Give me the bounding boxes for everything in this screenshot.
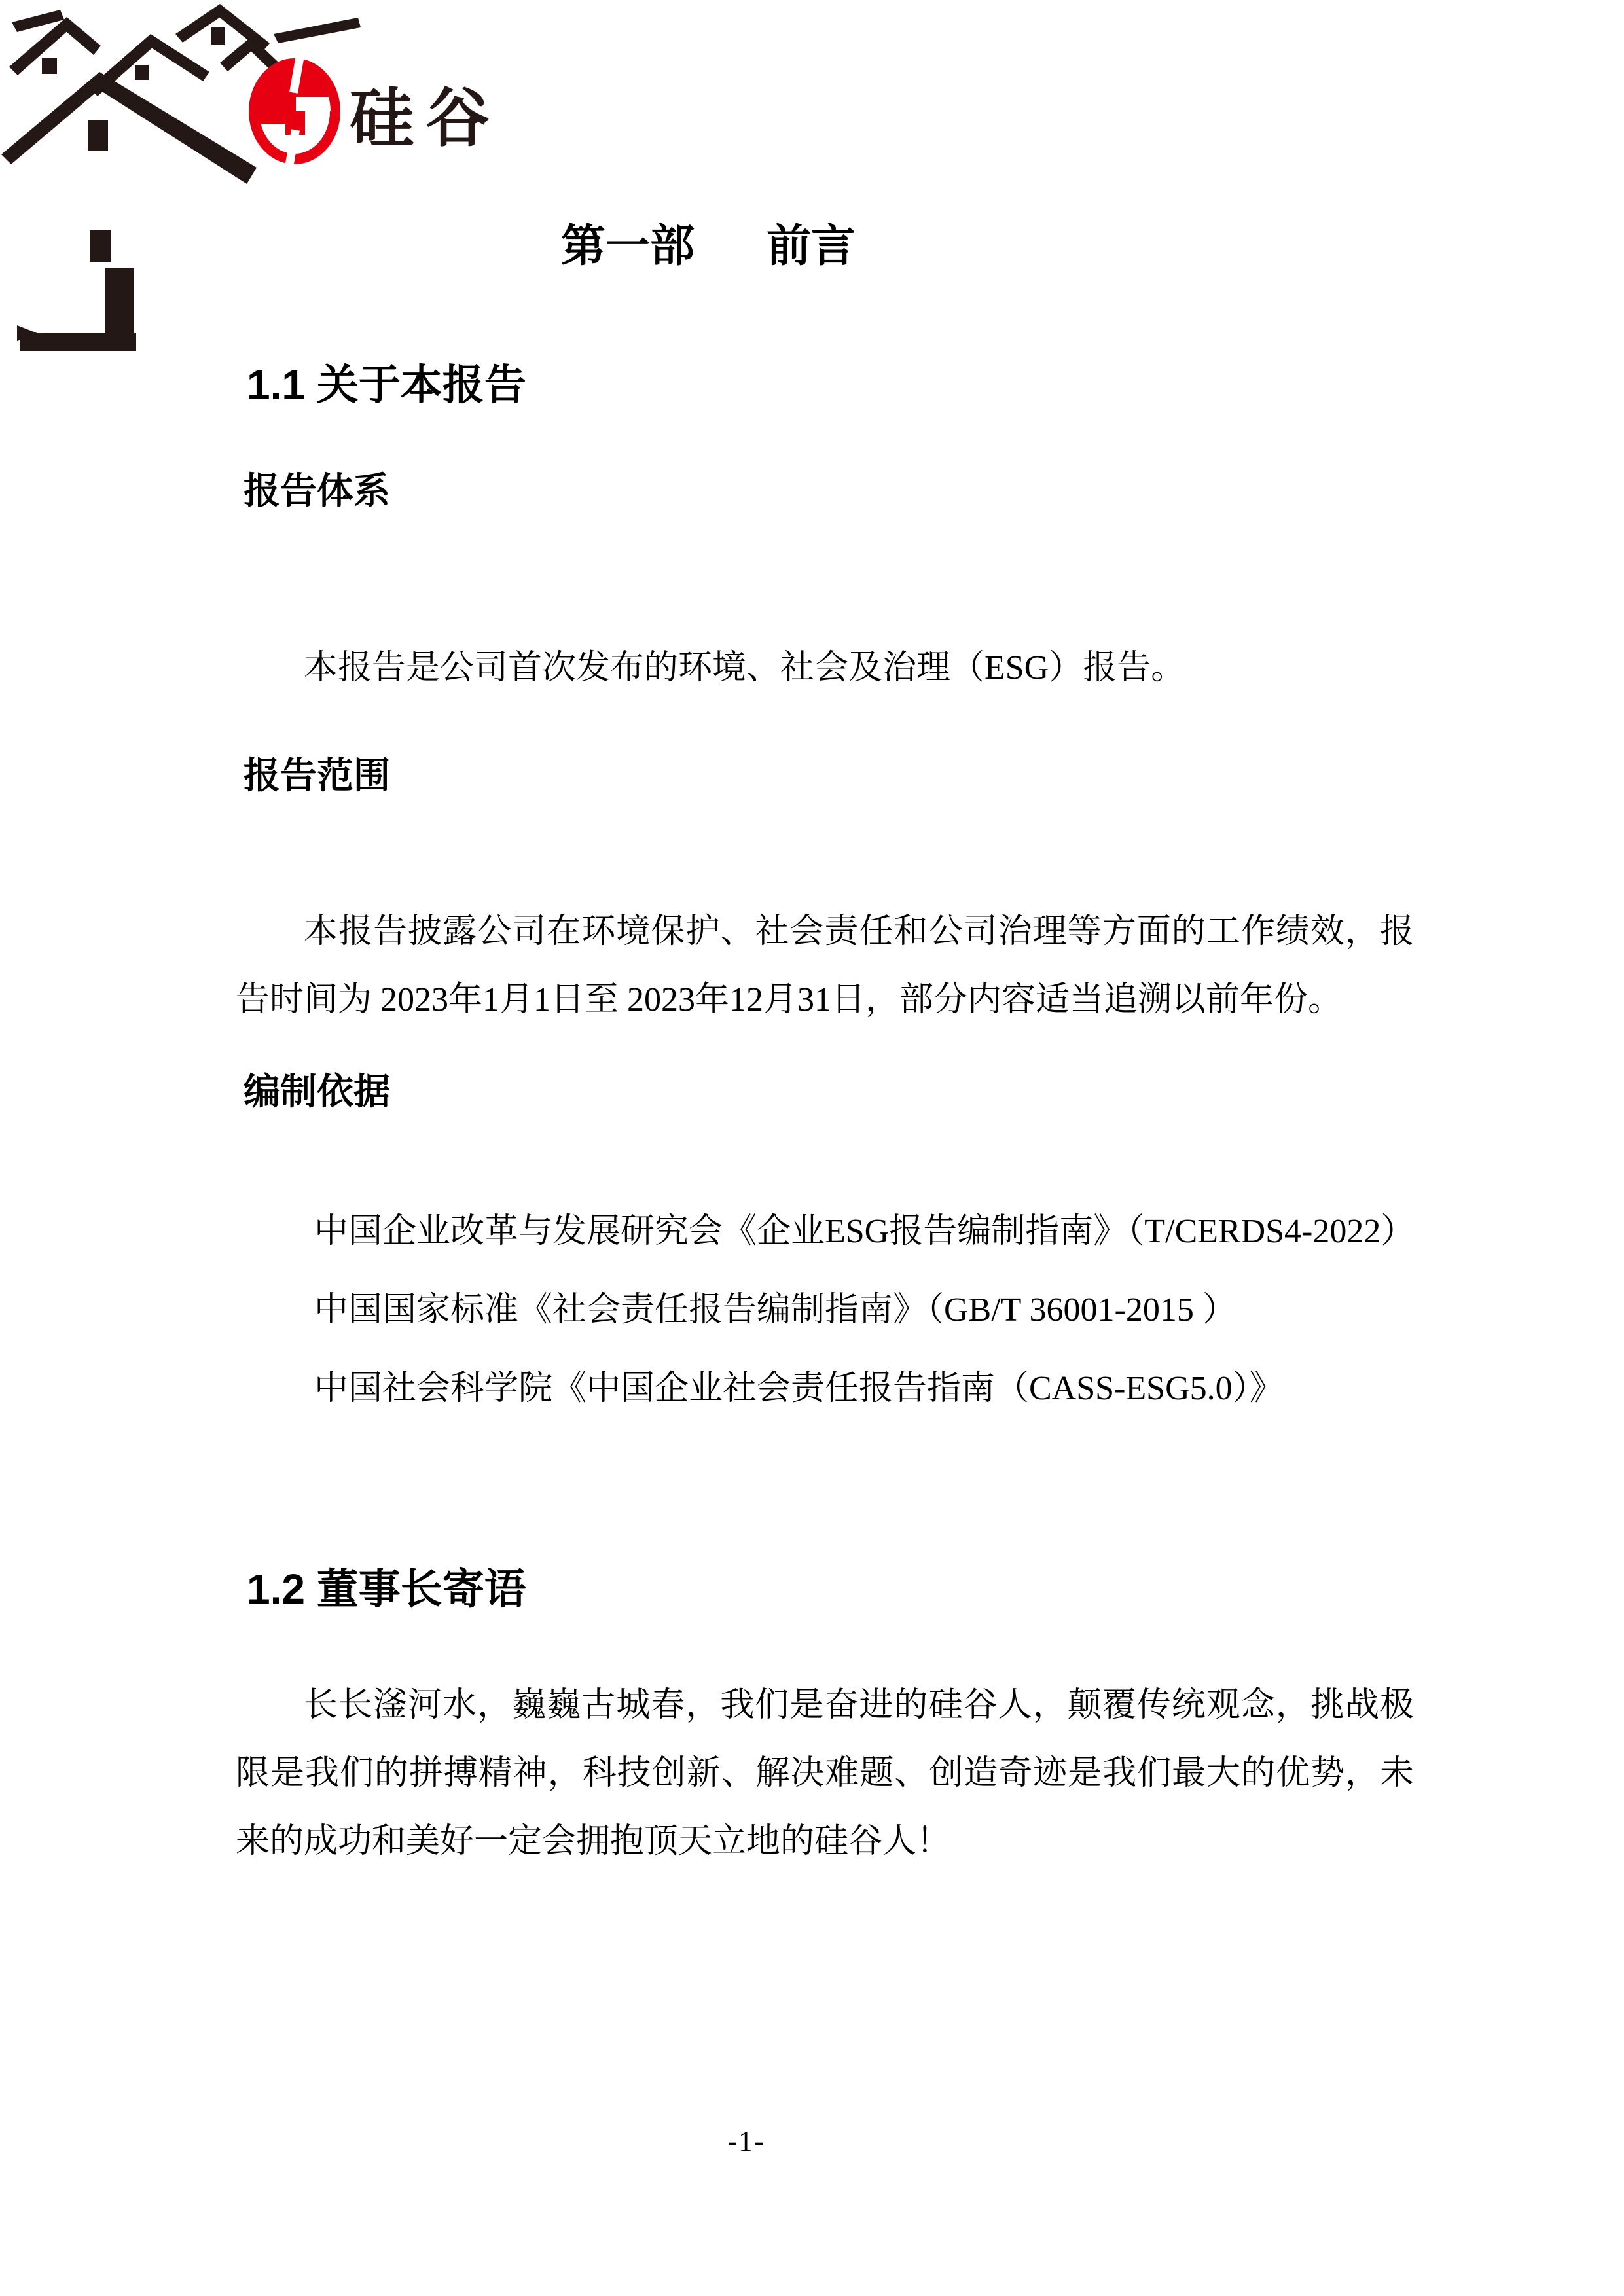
logo-mark-icon — [254, 54, 336, 168]
company-logo — [0, 0, 524, 367]
logo-brand-text: 硅谷 — [350, 82, 502, 154]
subheading-report-scope: 报告范围 — [244, 756, 390, 797]
section-1-1-heading: 1.1 关于本报告 — [247, 361, 526, 408]
subheading-preparation-basis: 编制依据 — [244, 1072, 390, 1113]
list-item: 中国国家标准《社会责任报告编制指南》（GB/T 36001-2015 ） — [314, 1291, 1236, 1329]
list-item: 中国企业改革与发展研究会《企业ESG报告编制指南》（T/CERDS4-2022） — [314, 1213, 1415, 1250]
paragraph-report-scope: 本报告披露公司在环境保护、社会责任和公司治理等方面的工作绩效，报告时间为 2023年1月1日至 2023年12月31日，部分内容适当追溯以前年份。 — [236, 913, 1414, 1018]
chapter-title-part: 第一部 — [561, 221, 695, 271]
logo-graphic — [0, 0, 524, 367]
subheading-report-system: 报告体系 — [244, 471, 390, 512]
page-number: -1- — [727, 2125, 765, 2157]
chapter-title-name: 前言 — [767, 221, 856, 271]
preparation-basis-list — [236, 1198, 1440, 1433]
rooftops-icon — [1, 4, 361, 351]
chapter-title — [561, 221, 856, 271]
paragraph-chairman-message: 长长滏河水，巍巍古城春，我们是奋进的硅谷人，颠覆传统观念，挑战极限是我们的拼搏精神，科技创新、解决难题、创造奇迹是我们最大的优势，未来的成功和美好一定会拥抱顶天立地的硅谷人！ — [236, 1687, 1414, 1860]
paragraph-report-system: 本报告是公司首次发布的环境、社会及治理（ESG）报告。 — [304, 649, 1185, 687]
list-item: 中国社会科学院《中国企业社会责任报告指南（CASS-ESG5.0）》 — [314, 1370, 1284, 1407]
section-1-2-heading: 1.2 董事长寄语 — [247, 1566, 526, 1613]
